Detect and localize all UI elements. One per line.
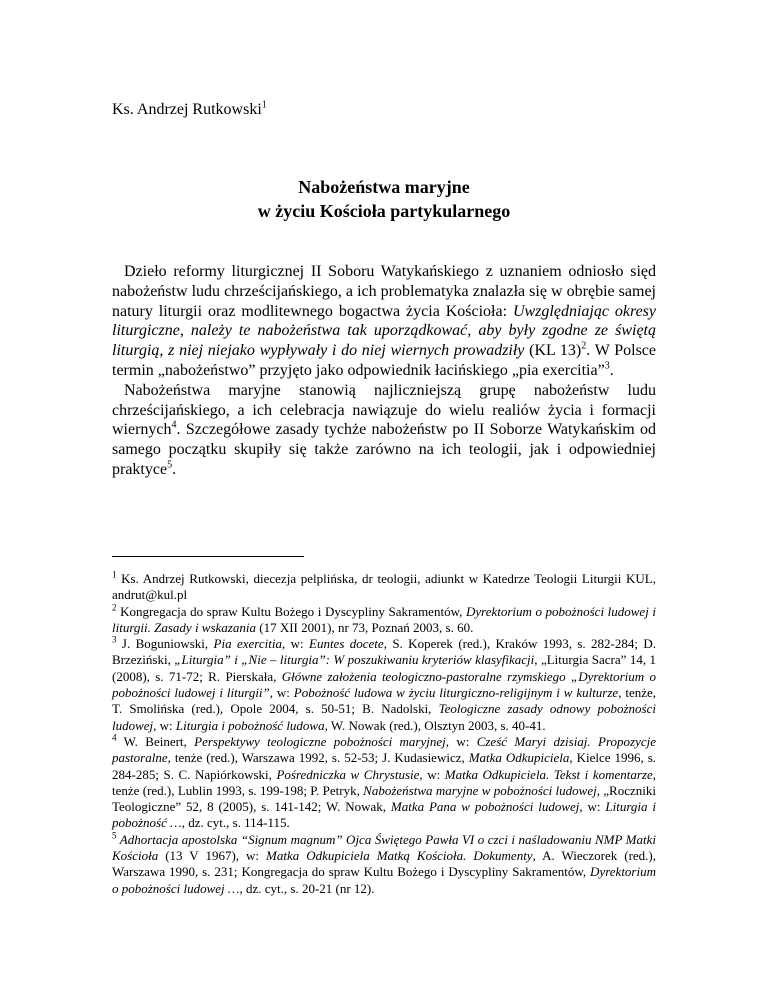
footnote-text: Ks. Andrzej Rutkowski, diecezja pelplińska, dr teologii, adiunkt w Katedrze Teologii Liturgii KUL, andrut@kul.pl xyxy=(112,571,656,603)
footnote-text: , w: xyxy=(269,685,294,701)
p2-text-a: Nabożeństwa maryjne stanowią najliczniejszą grupę nabożeństw ludu chrześcijańskiego, a ich celebracja nawiązuje do wielu realiów życia i formacji wiernych xyxy=(112,381,656,439)
footnote-ref-2[interactable]: 2 xyxy=(581,340,587,352)
footnote-3 xyxy=(112,636,656,734)
footnote-title: Cześć Maryi dzisiaj. Propozycje pastoralne xyxy=(112,733,657,766)
footnote-text: , dz. cyt., s. 20-21 (nr 12). xyxy=(239,880,375,896)
footnote-title: Euntes docete xyxy=(309,636,384,652)
p1-quote: Uwzględniając okresy liturgiczne, należy te nabożeństwa tak uporządkować, aby były zgodne ze świętą liturgią, z niej niejako wypływały i do niej wiernych prowadziły xyxy=(112,302,656,360)
footnote-text: , w: xyxy=(445,733,477,749)
footnotes xyxy=(112,571,656,897)
footnote-number: 4 xyxy=(112,732,117,743)
footnote-number: 3 xyxy=(112,634,117,645)
title-line-2: w życiu Kościoła partykularnego xyxy=(257,201,511,221)
footnote-1 xyxy=(112,571,656,604)
p1-text-b: (KL 13) xyxy=(524,342,582,360)
footnote-ref-5[interactable]: 5 xyxy=(167,459,173,471)
p1-text-c: . W Polsce termin „nabożeństwo” przyjęto jako odpowiednik łacińskiego „pia exercitia” xyxy=(112,342,657,379)
footnote-text: , „Roczniki Teologiczne” 52, 8 (2005), s. 141-142; W. Nowak, xyxy=(112,782,656,815)
footnote-number: 5 xyxy=(112,830,117,841)
footnote-text: , w: xyxy=(579,799,606,815)
footnote-5 xyxy=(112,832,656,897)
footnote-text: (13 V 1967), w: xyxy=(158,848,266,864)
footnote-number: 2 xyxy=(112,602,117,613)
footnote-text: J. Boguniowski, xyxy=(116,636,214,652)
footnote-title: Dyrektorium o pobożności ludowej … xyxy=(112,864,656,896)
footnote-text: , tenże, T. Smolińska (red.), Opole 2004, s. 50-51; B. Nadolski, xyxy=(112,685,656,717)
article-body xyxy=(112,262,656,480)
footnote-title: Dyrektorium o pobożności ludowej i liturgii. Zasady i wskazania xyxy=(112,603,656,635)
footnote-text: , w: xyxy=(419,766,445,782)
footnote-title: Pośredniczka w Chrystusie xyxy=(276,766,420,782)
footnote-title: Nabożeństwa maryjne w pobożności ludowej xyxy=(363,782,597,798)
footnote-title: Perspektywy teologiczne pobożności maryjnej xyxy=(194,733,446,749)
paragraph-1 xyxy=(112,262,656,381)
footnote-text: (17 XII 2001), nr 73, Poznań 2003, s. 60. xyxy=(255,619,474,635)
footnote-text: , „Liturgia Sacra” 14, 1 (2008), s. 71-72; R. Pierskała, xyxy=(112,652,657,684)
footnote-ref-4[interactable]: 4 xyxy=(171,420,177,432)
footnote-text: , dz. cyt., s. 114-115. xyxy=(181,815,290,831)
footnote-ref-1[interactable]: 1 xyxy=(261,99,267,111)
footnote-title: Główne założenia teologiczno-pastoralne rzymskiego „Dyrektorium o pobożności ludowej i liturgii” xyxy=(112,668,657,701)
footnote-text: , tenże (red.), Warszawa 1992, s. 52-53; J. Kudasiewicz, xyxy=(167,750,469,766)
footnote-text: , W. Nowak (red.), Olsztyn 2003, s. 40-41. xyxy=(324,717,546,733)
footnote-ref-3[interactable]: 3 xyxy=(604,360,610,372)
footnote-text: , tenże (red.), Lublin 1993, s. 199-198; P. Petryk, xyxy=(112,766,657,798)
author-name: Ks. Andrzej Rutkowski xyxy=(112,101,262,118)
article-title xyxy=(112,175,656,223)
footnote-title: Pia exercitia xyxy=(213,636,282,652)
footnote-4 xyxy=(112,734,656,832)
footnote-text: , A. Wieczorek (red.), Warszawa 1990, s. 231; Kongregacja do spraw Kultu Bożego i Dyscypliny Sakramentów, xyxy=(112,848,656,880)
footnote-2 xyxy=(112,604,656,637)
footnote-title: „Liturgia” i „Nie – liturgia”: W poszukiwaniu kryteriów klasyfikacji xyxy=(174,652,535,668)
footnote-text: W. Beinert, xyxy=(116,733,195,749)
footnote-title: Liturgia i pobożność ludowa xyxy=(175,717,325,733)
footnote-separator xyxy=(112,556,304,557)
footnote-title: Adhortacja apostolska “Signum magnum” Ojca Świętego Pawła VI o czci i naśladowaniu NMP Matki Kościoła xyxy=(112,831,656,864)
footnote-title: Matka Odkupiciela. Tekst i komentarze xyxy=(444,766,653,782)
title-line-1: Nabożeństwa maryjne xyxy=(298,177,470,197)
footnote-text: , w: xyxy=(281,636,309,652)
footnote-text: , w: xyxy=(153,717,176,733)
footnote-number: 1 xyxy=(112,569,117,580)
paragraph-2 xyxy=(112,381,656,480)
footnote-title: Teologiczne zasady odnowy pobożności ludowej xyxy=(112,701,656,733)
p2-text-b: . Szczegółowe zasady tychże nabożeństw po II Soborze Watykańskim od samego początku skupiły się także zarówno na ich teologii, jak i odpowiedniej praktyce xyxy=(112,421,656,478)
author-line xyxy=(112,100,267,120)
footnote-title: Liturgia i pobożność … xyxy=(112,799,657,831)
footnote-title: Matka Pana w pobożności ludowej xyxy=(390,799,580,815)
p2-text-c: . xyxy=(172,460,177,478)
footnote-title: Matka Odkupiciela xyxy=(468,750,570,766)
footnote-title: Pobożność ludowa w życiu liturgiczno-religijnym i w kulturze xyxy=(293,685,619,701)
p1-text-a: Dzieło reformy liturgicznej II Soboru Watykańskiego z uznaniem odniosło sięd nabożeństw ludu chrześcijańskiego, a ich problematyka znalazła się w obrębie samej natury liturgii oraz modlitewnego bogactwa życia Kościoła: xyxy=(112,263,656,320)
footnote-text: , Kielce 1996, s. 284-285; S. C. Napiórkowski, xyxy=(112,750,657,782)
footnote-title: Matka Odkupiciela Matką Kościoła. Dokumenty xyxy=(266,848,533,864)
footnote-text: , S. Koperek (red.), Kraków 1993, s. 282-284; D. Brzeziński, xyxy=(112,636,656,668)
p1-text-d: . xyxy=(609,361,614,379)
footnote-text: Kongregacja do spraw Kultu Bożego i Dyscypliny Sakramentów, xyxy=(116,603,466,619)
